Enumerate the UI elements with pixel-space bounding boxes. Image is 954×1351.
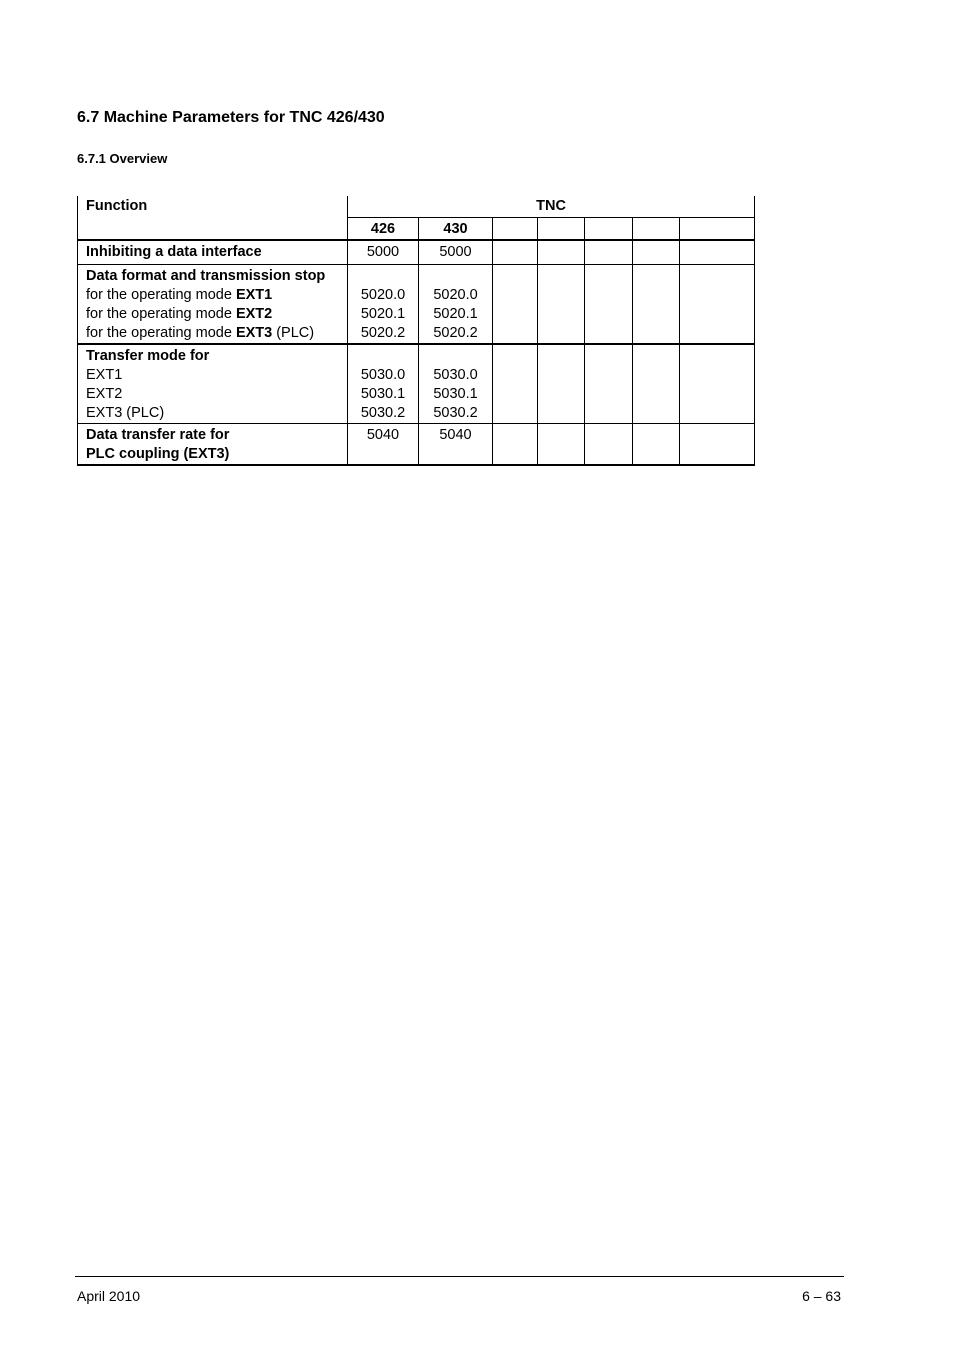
row-function xyxy=(78,264,348,344)
row-line: EXT2 xyxy=(86,386,123,402)
machine-parameter-table xyxy=(77,196,755,466)
function-header: Function xyxy=(78,196,348,240)
row-title: PLC coupling (EXT3) xyxy=(86,446,230,462)
empty-col-header xyxy=(680,217,755,240)
row-value-426: 5000 xyxy=(348,240,419,264)
empty-col-header xyxy=(633,217,680,240)
col-430-header: 430 xyxy=(419,217,493,240)
row-line: for the operating mode EXT2 xyxy=(86,305,273,322)
row-value-430: 5000 xyxy=(419,240,493,264)
subsection-heading: 6.7.1 Overview xyxy=(77,151,168,166)
footer-divider xyxy=(75,1276,844,1277)
row-function xyxy=(78,344,348,424)
row-line: EXT1 xyxy=(86,367,123,383)
table-row xyxy=(78,240,755,264)
tnc-header: TNC xyxy=(348,196,755,217)
footer-date: April 2010 xyxy=(77,1288,141,1304)
footer-page-number: 6 – 63 xyxy=(802,1288,841,1304)
row-values-426: 5030.0 5030.1 5030.2 xyxy=(348,344,419,424)
row-function xyxy=(78,424,348,466)
row-function: Inhibiting a data interface xyxy=(78,240,348,264)
empty-col-header xyxy=(493,217,538,240)
table-row xyxy=(78,264,755,344)
row-values-430: 5020.0 5020.1 5020.2 xyxy=(419,264,493,344)
row-value-430: 5040 xyxy=(419,424,493,466)
row-title: Data format and transmission stop xyxy=(86,267,326,284)
row-line: for the operating mode EXT3 (PLC) xyxy=(86,324,315,341)
col-426-header: 426 xyxy=(348,217,419,240)
empty-col-header xyxy=(585,217,633,240)
section-heading: 6.7 Machine Parameters for TNC 426/430 xyxy=(77,109,385,126)
empty-col-header xyxy=(538,217,585,240)
row-title: Data transfer rate for xyxy=(86,427,230,443)
row-title: Transfer mode for xyxy=(86,348,210,364)
table-row xyxy=(78,424,755,466)
row-values-430: 5030.0 5030.1 5030.2 xyxy=(419,344,493,424)
table-row xyxy=(78,344,755,424)
row-value-426: 5040 xyxy=(348,424,419,466)
row-line: for the operating mode EXT1 xyxy=(86,286,273,303)
row-values-426: 5020.0 5020.1 5020.2 xyxy=(348,264,419,344)
row-line: EXT3 (PLC) xyxy=(86,405,165,421)
